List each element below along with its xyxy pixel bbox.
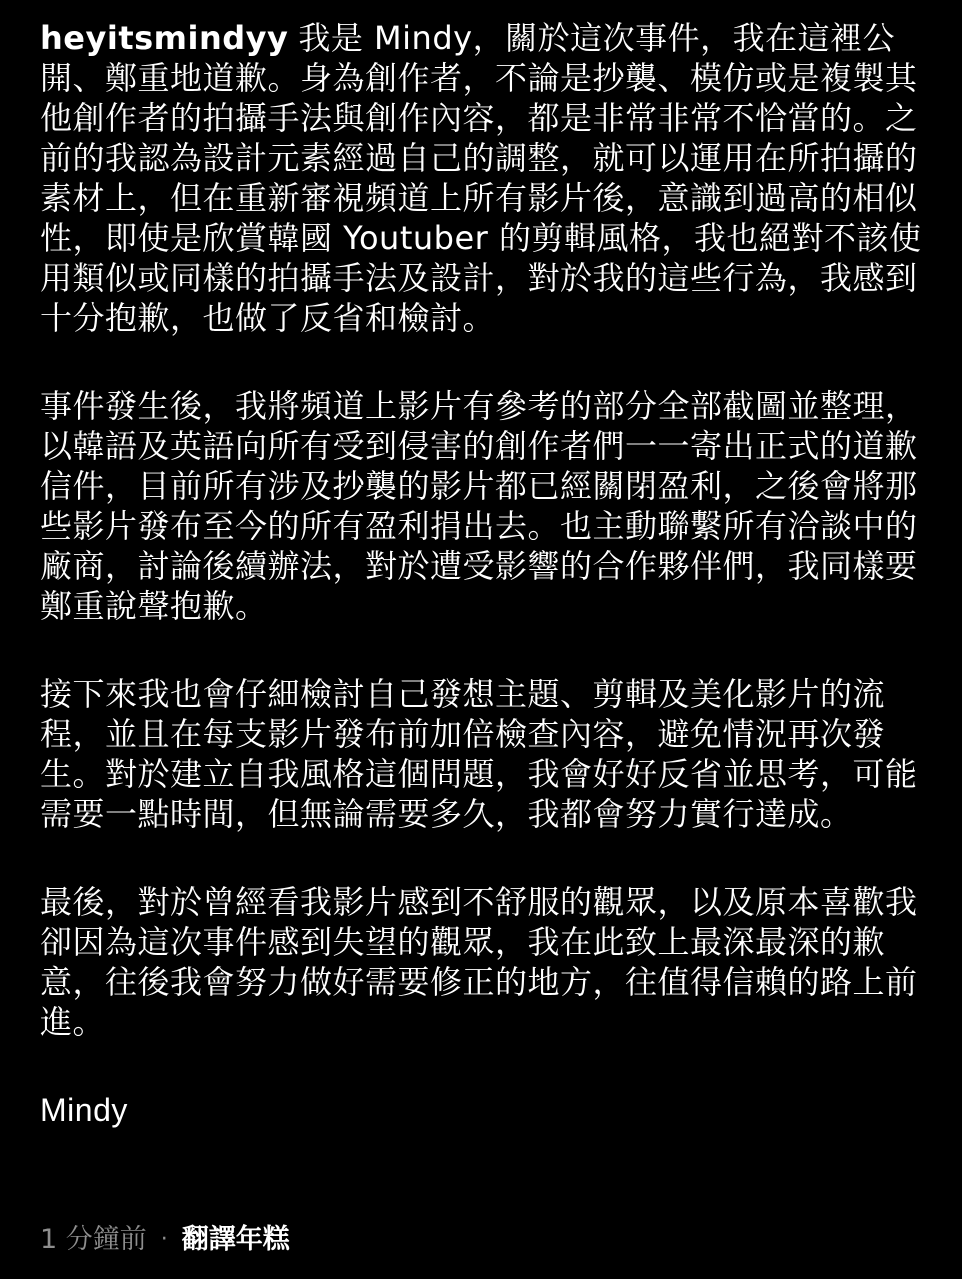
username-link[interactable]: heyitsmindyy bbox=[40, 19, 289, 57]
timestamp: 1 分鐘前 bbox=[40, 1224, 147, 1255]
caption-paragraph-2: 事件發生後，我將頻道上影片有參考的部分全部截圖並整理，以韓語及英語向所有受到侵害的創作者們一一寄出正式的道歉信件，目前所有涉及抄襲的影片都已經關閉盈利，之後會將那些影片發布至今的所有盈利捐出去。也主動聯繫所有洽談中的廠商，討論後續辦法，對於遭受影響的合作夥伴們，我同樣要鄭重說聲抱歉。 bbox=[40, 387, 918, 625]
caption-paragraph-4: 最後，對於曾經看我影片感到不舒服的觀眾，以及原本喜歡我卻因為這次事件感到失望的觀眾，我在此致上最深最深的歉意，往後我會努力做好需要修正的地方，往值得信賴的路上前進。 bbox=[40, 883, 918, 1041]
post-caption bbox=[40, 18, 940, 1130]
caption-paragraph-3: 接下來我也會仔細檢討自己發想主題、剪輯及美化影片的流程，並且在每支影片發布前加倍檢查內容，避免情況再次發生。對於建立自我風格這個問題，我會好好反省並思考，可能需要一點時間，但無論需要多久，我都會努力實行達成。 bbox=[40, 675, 918, 833]
caption-text-1: 我是 Mindy，關於這次事件，我在這裡公開、鄭重地道歉。身為創作者，不論是抄襲、模仿或是複製其他創作者的拍攝手法與創作內容，都是非常非常不恰當的。之前的我認為設計元素經過自己的調整，就可以運用在所拍攝的素材上，但在重新審視頻道上所有影片後，意識到過高的相似性，即使是欣賞韓國 Youtuber 的剪輯風格，我也絕對不該使用類似或同樣的拍攝手法及設計，對於我的這些行為，我感到十分抱歉，也做了反省和檢討。 bbox=[40, 19, 922, 337]
separator-dot: · bbox=[160, 1227, 168, 1252]
translate-button[interactable]: 翻譯年糕 bbox=[181, 1224, 290, 1255]
post-meta bbox=[40, 1220, 290, 1260]
signature: Mindy bbox=[40, 1092, 128, 1128]
caption-paragraph-1 bbox=[40, 18, 940, 338]
